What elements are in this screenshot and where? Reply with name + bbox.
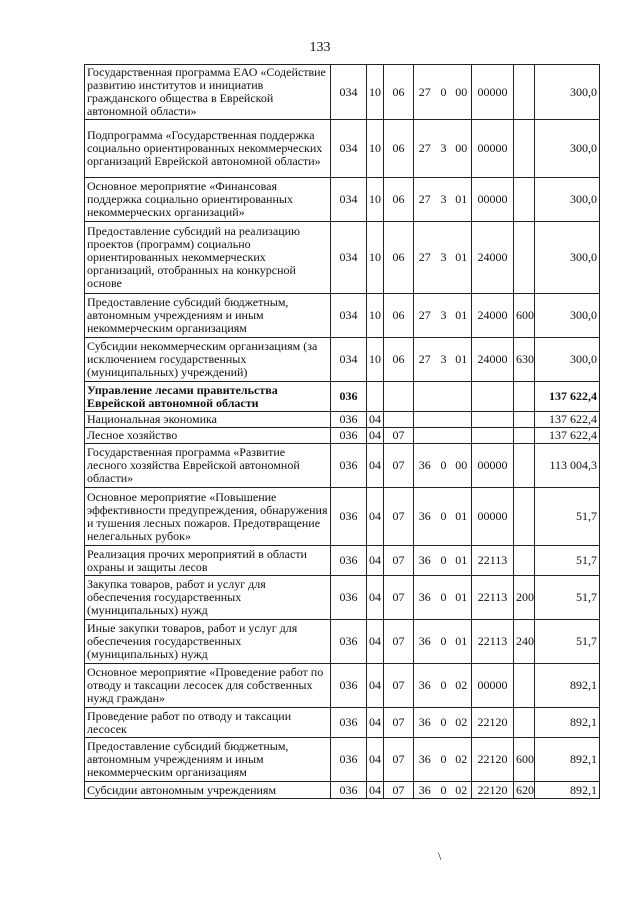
code-expense-type-cell — [514, 664, 535, 708]
code-direction-cell — [472, 382, 514, 412]
code-direction-cell: 24000 — [472, 338, 514, 382]
table-row — [85, 178, 600, 222]
amount-cell: 137 622,4 — [535, 382, 600, 412]
code-subprogram-cell: 0 — [436, 620, 452, 664]
code-direction-cell: 00000 — [472, 120, 514, 178]
code-rz-cell: 10 — [367, 222, 384, 294]
code-event-cell — [452, 382, 472, 412]
code-program-cell: 36 — [414, 444, 436, 488]
code-direction-cell: 22120 — [472, 782, 514, 799]
code-program-cell: 36 — [414, 782, 436, 799]
code-event-cell: 02 — [452, 708, 472, 738]
code-pr-cell — [384, 382, 414, 412]
code-pr-cell: 07 — [384, 488, 414, 546]
code-program-cell: 36 — [414, 738, 436, 782]
code-rz-cell: 04 — [367, 412, 384, 428]
code-event-cell: 00 — [452, 444, 472, 488]
code-direction-cell: 00000 — [472, 664, 514, 708]
code-expense-type-cell — [514, 382, 535, 412]
code-subprogram-cell — [436, 428, 452, 444]
code-pr-cell: 07 — [384, 738, 414, 782]
code-pr-cell: 07 — [384, 576, 414, 620]
code-rz-cell: 04 — [367, 738, 384, 782]
code-subprogram-cell — [436, 412, 452, 428]
code-direction-cell: 22113 — [472, 546, 514, 576]
code-direction-cell: 00000 — [472, 178, 514, 222]
stray-mark: \ — [438, 849, 442, 863]
code-expense-type-cell: 240 — [514, 620, 535, 664]
code-pr-cell: 06 — [384, 65, 414, 120]
table-row — [85, 708, 600, 738]
amount-cell: 300,0 — [535, 120, 600, 178]
name-cell: Предоставление субсидий бюджетным, автономным учреждениям и иным некоммерческим организациям — [85, 738, 331, 782]
code-program-cell — [414, 412, 436, 428]
code-program-cell: 27 — [414, 222, 436, 294]
code-event-cell: 02 — [452, 782, 472, 799]
code-direction-cell: 00000 — [472, 444, 514, 488]
code-direction-cell: 00000 — [472, 488, 514, 546]
name-cell: Государственная программа ЕАО «Содействие развитию институтов и инициатив гражданского общества в Еврейской автономной области» — [85, 65, 331, 120]
code-direction-cell: 00000 — [472, 65, 514, 120]
table-row — [85, 664, 600, 708]
name-cell: Управление лесами правительства Еврейской автономной области — [85, 382, 331, 412]
code-pr-cell: 07 — [384, 546, 414, 576]
amount-cell: 51,7 — [535, 488, 600, 546]
code-direction-cell: 24000 — [472, 294, 514, 338]
code-event-cell: 01 — [452, 294, 472, 338]
code-gr-cell: 036 — [331, 488, 367, 546]
code-gr-cell: 036 — [331, 382, 367, 412]
code-subprogram-cell: 3 — [436, 294, 452, 338]
code-expense-type-cell: 630 — [514, 338, 535, 382]
code-program-cell — [414, 382, 436, 412]
code-pr-cell: 06 — [384, 294, 414, 338]
code-event-cell: 01 — [452, 222, 472, 294]
code-event-cell: 00 — [452, 120, 472, 178]
code-gr-cell: 036 — [331, 664, 367, 708]
amount-cell: 137 622,4 — [535, 412, 600, 428]
code-program-cell: 36 — [414, 708, 436, 738]
code-pr-cell: 07 — [384, 428, 414, 444]
code-program-cell: 27 — [414, 338, 436, 382]
code-event-cell: 01 — [452, 488, 472, 546]
name-cell: Национальная экономика — [85, 412, 331, 428]
amount-cell: 300,0 — [535, 338, 600, 382]
code-gr-cell: 036 — [331, 782, 367, 799]
code-program-cell: 27 — [414, 120, 436, 178]
name-cell: Основное мероприятие «Повышение эффективности предупреждения, обнаружения и тушения лесных пожаров. Предотвращение нелегальных рубок» — [85, 488, 331, 546]
code-pr-cell: 06 — [384, 222, 414, 294]
name-cell: Проведение работ по отводу и таксации лесосек — [85, 708, 331, 738]
amount-cell: 300,0 — [535, 178, 600, 222]
code-rz-cell: 04 — [367, 428, 384, 444]
code-rz-cell: 04 — [367, 444, 384, 488]
code-direction-cell: 22120 — [472, 708, 514, 738]
budget-table — [84, 64, 600, 799]
name-cell: Закупка товаров, работ и услуг для обеспечения государственных (муниципальных) нужд — [85, 576, 331, 620]
code-subprogram-cell: 0 — [436, 65, 452, 120]
code-gr-cell: 034 — [331, 294, 367, 338]
code-expense-type-cell — [514, 444, 535, 488]
code-subprogram-cell: 0 — [436, 738, 452, 782]
code-pr-cell: 06 — [384, 338, 414, 382]
code-subprogram-cell: 3 — [436, 222, 452, 294]
code-expense-type-cell: 600 — [514, 294, 535, 338]
code-pr-cell: 07 — [384, 444, 414, 488]
name-cell: Субсидии некоммерческим организациям (за исключением государственных (муниципальных) учреждений) — [85, 338, 331, 382]
table-row — [85, 412, 600, 428]
name-cell: Предоставление субсидий на реализацию проектов (программ) социально ориентированных некоммерческих организаций, отобранных на конкурсной основе — [85, 222, 331, 294]
table-row — [85, 222, 600, 294]
table-row — [85, 620, 600, 664]
code-rz-cell: 04 — [367, 782, 384, 799]
amount-cell: 113 004,3 — [535, 444, 600, 488]
name-cell: Подпрограмма «Государственная поддержка социально ориентированных некоммерческих организаций Еврейской автономной области» — [85, 120, 331, 178]
table-body — [85, 65, 600, 799]
code-gr-cell: 036 — [331, 738, 367, 782]
table-row — [85, 488, 600, 546]
table-row — [85, 338, 600, 382]
code-gr-cell: 036 — [331, 444, 367, 488]
table-row — [85, 428, 600, 444]
name-cell: Основное мероприятие «Проведение работ по отводу и таксации лесосек для собственных нужд граждан» — [85, 664, 331, 708]
table-row — [85, 546, 600, 576]
page-number: 133 — [309, 40, 331, 55]
code-gr-cell: 034 — [331, 222, 367, 294]
code-gr-cell: 036 — [331, 412, 367, 428]
code-expense-type-cell: 600 — [514, 738, 535, 782]
code-rz-cell: 04 — [367, 620, 384, 664]
code-rz-cell: 04 — [367, 576, 384, 620]
name-cell: Иные закупки товаров, работ и услуг для обеспечения государственных (муниципальных) нужд — [85, 620, 331, 664]
code-subprogram-cell — [436, 382, 452, 412]
code-subprogram-cell: 0 — [436, 488, 452, 546]
code-rz-cell: 10 — [367, 294, 384, 338]
code-pr-cell: 07 — [384, 708, 414, 738]
table-row — [85, 738, 600, 782]
code-program-cell: 36 — [414, 576, 436, 620]
code-program-cell: 27 — [414, 178, 436, 222]
amount-cell: 300,0 — [535, 65, 600, 120]
code-rz-cell: 04 — [367, 546, 384, 576]
code-program-cell — [414, 428, 436, 444]
code-pr-cell: 06 — [384, 178, 414, 222]
amount-cell: 51,7 — [535, 620, 600, 664]
code-expense-type-cell — [514, 120, 535, 178]
code-expense-type-cell — [514, 222, 535, 294]
code-gr-cell: 036 — [331, 546, 367, 576]
code-expense-type-cell: 200 — [514, 576, 535, 620]
code-direction-cell: 22120 — [472, 738, 514, 782]
name-cell: Субсидии автономным учреждениям — [85, 782, 331, 799]
code-program-cell: 36 — [414, 546, 436, 576]
code-subprogram-cell: 0 — [436, 708, 452, 738]
code-subprogram-cell: 3 — [436, 120, 452, 178]
code-event-cell: 00 — [452, 65, 472, 120]
code-expense-type-cell — [514, 708, 535, 738]
code-rz-cell: 04 — [367, 708, 384, 738]
code-gr-cell: 036 — [331, 576, 367, 620]
code-expense-type-cell — [514, 546, 535, 576]
code-direction-cell — [472, 412, 514, 428]
code-direction-cell — [472, 428, 514, 444]
code-event-cell: 02 — [452, 738, 472, 782]
code-gr-cell: 034 — [331, 178, 367, 222]
code-rz-cell: 04 — [367, 664, 384, 708]
code-subprogram-cell: 3 — [436, 338, 452, 382]
code-event-cell: 01 — [452, 620, 472, 664]
name-cell: Государственная программа «Развитие лесного хозяйства Еврейской автономной области» — [85, 444, 331, 488]
code-rz-cell: 10 — [367, 178, 384, 222]
code-expense-type-cell — [514, 178, 535, 222]
code-program-cell: 36 — [414, 620, 436, 664]
table-row — [85, 120, 600, 178]
amount-cell: 300,0 — [535, 294, 600, 338]
code-rz-cell — [367, 382, 384, 412]
code-rz-cell: 10 — [367, 65, 384, 120]
code-subprogram-cell: 0 — [436, 664, 452, 708]
code-program-cell: 36 — [414, 488, 436, 546]
code-program-cell: 36 — [414, 664, 436, 708]
code-rz-cell: 10 — [367, 120, 384, 178]
table-row — [85, 782, 600, 799]
amount-cell: 892,1 — [535, 664, 600, 708]
name-cell: Лесное хозяйство — [85, 428, 331, 444]
code-pr-cell: 07 — [384, 620, 414, 664]
code-gr-cell: 036 — [331, 708, 367, 738]
code-pr-cell: 06 — [384, 120, 414, 178]
code-rz-cell: 10 — [367, 338, 384, 382]
code-expense-type-cell: 620 — [514, 782, 535, 799]
table-row — [85, 65, 600, 120]
code-program-cell: 27 — [414, 294, 436, 338]
table-row — [85, 382, 600, 412]
code-subprogram-cell: 3 — [436, 178, 452, 222]
code-event-cell: 02 — [452, 664, 472, 708]
code-direction-cell: 22113 — [472, 576, 514, 620]
amount-cell: 892,1 — [535, 708, 600, 738]
code-expense-type-cell — [514, 488, 535, 546]
amount-cell: 892,1 — [535, 782, 600, 799]
code-event-cell: 01 — [452, 546, 472, 576]
code-gr-cell: 036 — [331, 620, 367, 664]
code-pr-cell: 07 — [384, 782, 414, 799]
code-event-cell — [452, 412, 472, 428]
code-rz-cell: 04 — [367, 488, 384, 546]
code-direction-cell: 24000 — [472, 222, 514, 294]
code-gr-cell: 034 — [331, 120, 367, 178]
code-event-cell: 01 — [452, 338, 472, 382]
code-subprogram-cell: 0 — [436, 782, 452, 799]
code-gr-cell: 036 — [331, 428, 367, 444]
code-subprogram-cell: 0 — [436, 546, 452, 576]
code-direction-cell: 22113 — [472, 620, 514, 664]
table-row — [85, 294, 600, 338]
code-expense-type-cell — [514, 65, 535, 120]
name-cell: Основное мероприятие «Финансовая поддержка социально ориентированных некоммерческих организаций» — [85, 178, 331, 222]
table-row — [85, 444, 600, 488]
amount-cell: 137 622,4 — [535, 428, 600, 444]
code-gr-cell: 034 — [331, 65, 367, 120]
name-cell: Реализация прочих мероприятий в области охраны и защиты лесов — [85, 546, 331, 576]
code-gr-cell: 034 — [331, 338, 367, 382]
name-cell: Предоставление субсидий бюджетным, автономным учреждениям и иным некоммерческим организациям — [85, 294, 331, 338]
code-program-cell: 27 — [414, 65, 436, 120]
code-expense-type-cell — [514, 412, 535, 428]
code-pr-cell: 07 — [384, 664, 414, 708]
amount-cell: 300,0 — [535, 222, 600, 294]
amount-cell: 51,7 — [535, 546, 600, 576]
code-subprogram-cell: 0 — [436, 444, 452, 488]
code-pr-cell — [384, 412, 414, 428]
code-expense-type-cell — [514, 428, 535, 444]
amount-cell: 51,7 — [535, 576, 600, 620]
code-event-cell: 01 — [452, 178, 472, 222]
amount-cell: 892,1 — [535, 738, 600, 782]
table-row — [85, 576, 600, 620]
code-event-cell: 01 — [452, 576, 472, 620]
code-subprogram-cell: 0 — [436, 576, 452, 620]
code-event-cell — [452, 428, 472, 444]
